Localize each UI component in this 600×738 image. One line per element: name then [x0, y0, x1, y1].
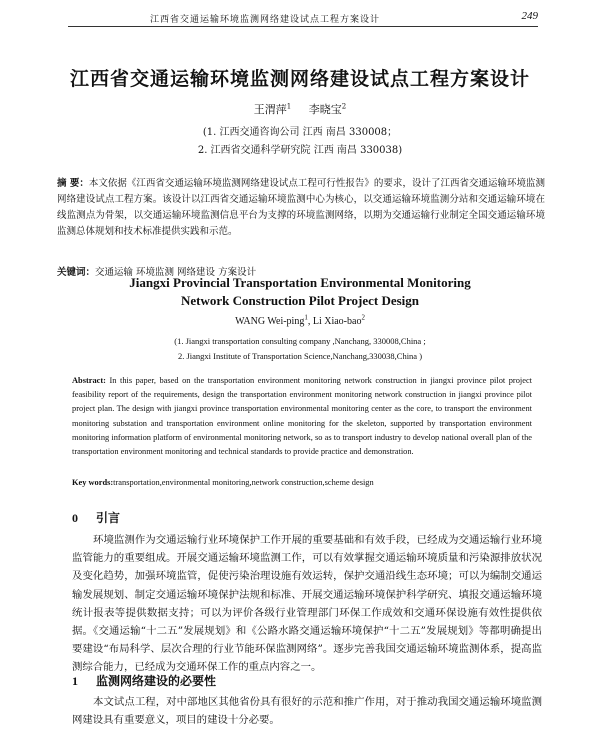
authors-cn [0, 101, 600, 117]
author-2-en: Li Xiao-bao [312, 316, 362, 327]
abstract-cn [57, 176, 545, 240]
running-title: 江西省交通运输环境监测网络建设试点工程方案设计 [150, 15, 381, 25]
authors-en [0, 313, 600, 327]
affiliation-en-2: 2. Jiangxi Institute of Transportation Science,Nanchang,330038,China ) [177, 351, 423, 361]
keywords-en [72, 478, 532, 487]
abstract-cn-label: 摘 要： [57, 178, 89, 189]
paper-title-en [0, 274, 600, 310]
section-1-number: 1 [72, 674, 78, 688]
affiliation-en-1: (1. Jiangxi transportation consulting company ,Nanchang, 330008,China ; [174, 336, 426, 346]
author-2-en-sup: 2 [361, 313, 365, 322]
author-1-en: WANG Wei-ping [235, 316, 305, 327]
section-1-paragraph [72, 693, 542, 729]
header-rule [68, 26, 538, 27]
affiliation-cn-2: 2. 江西省交通科学研究院 江西 南昌 330038) [197, 145, 403, 156]
author-1-cn-sup: 1 [286, 102, 292, 111]
author-2-cn: 李晓宝 [308, 103, 342, 116]
paper-title-cn: 江西省交通运输环境监测网络建设试点工程方案设计 [69, 68, 530, 90]
section-0-title: 引言 [96, 511, 121, 525]
section-heading-necessity [72, 672, 216, 689]
section-1-text: 本文试点工程，对中部地区其他省份具有很好的示范和推广作用，对于推动我国交通运输环境监测网建设具有重要意义，项目的建设十分必要。 [72, 696, 542, 727]
authors-en-sep: , [307, 316, 313, 327]
abstract-en-text: In this paper, based on the transportation environment monitoring network construction in jiangxi province pilot project feasibility report of the requirements, design the transportation environment monitoring network construction in jiangxi province pilot project plan. The design with jiangxi province transportation environmental monitoring center as the core, to transport the environment monitoring substation and transportation environment online monitoring for the skeleton, supported by transportation environment monitoring information platform of environmental monitoring network, so as to transport industry to develop national overall plan of the transportation environment monitoring and technical standards to provide practice and demonstration. [72, 376, 532, 457]
paper-title-en-line-2: Network Construction Pilot Project Design [180, 293, 420, 308]
author-2-cn-sup: 2 [341, 102, 347, 111]
section-0-text: 环境监测作为交通运输行业环境保护工作开展的重要基础和有效手段，已经成为交通运输行业环境监管能力的重要组成。开展交通运输环境监测工作，可以有效掌握交通运输环境质量和污染源排放状况及变化趋势，加强环境监管，促使污染治理设施有效运转，保护交通沿线生态环境；可以为编制交通运输发展规划、制定交通运输环境保护法规和标准、开展交通运输环境保护科学研究、填报交通运输环境统计报表等提供数据支持；可以为评价各级行业管理部门环保工作成效和交通环保设施有效性提供依据。《交通运输“十二五”发展规划》和《公路水路交通运输环境保护“十二五”发展规划》等都明确提出要建设“布局科学、层次合理的行业节能环保监测网络”。逐步完善我国交通运输环境监测体系，提高监测综合能力，已经成为交通环保工作的重点内容之一。 [72, 534, 542, 674]
section-0-paragraph [72, 531, 542, 677]
section-0-number: 0 [72, 511, 78, 525]
abstract-en [72, 374, 532, 459]
author-1-cn: 王渭萍 [253, 103, 287, 116]
author-1-en-sup: 1 [304, 313, 308, 322]
section-1-title: 监测网络建设的必要性 [96, 674, 217, 688]
abstract-en-label: Abstract: [72, 376, 106, 385]
keywords-en-label: Key words: [72, 478, 114, 487]
page-number: 249 [521, 10, 538, 22]
keywords-en-text: transportation,environmental monitoring,network construction,scheme design [113, 478, 374, 487]
keywords-cn-text: 交通运输 环境监测 网络建设 方案设计 [95, 267, 257, 278]
affiliation-cn-1: (1. 江西交通咨询公司 江西 南昌 330008； [202, 127, 398, 138]
paper-title-en-line-1: Jiangxi Provincial Transportation Environmental Monitoring [129, 275, 471, 290]
section-heading-introduction [72, 509, 120, 526]
abstract-cn-text: 本文依据《江西省交通运输环境监测网络建设试点工程可行性报告》的要求，设计了江西省交通运输环境监测网络建设试点工程方案。该设计以江西省交通运输环境监测中心为核心，以交通运输环境监测分站和交通运输环境在线监测点为骨架，以交通运输环境监测信息平台为支撑的环境监测网络，以期为交通运输行业制定全国交通运输环境监测总体规划和技术标准提供实践和示范。 [57, 178, 545, 237]
keywords-cn-label: 关键词： [57, 267, 96, 278]
